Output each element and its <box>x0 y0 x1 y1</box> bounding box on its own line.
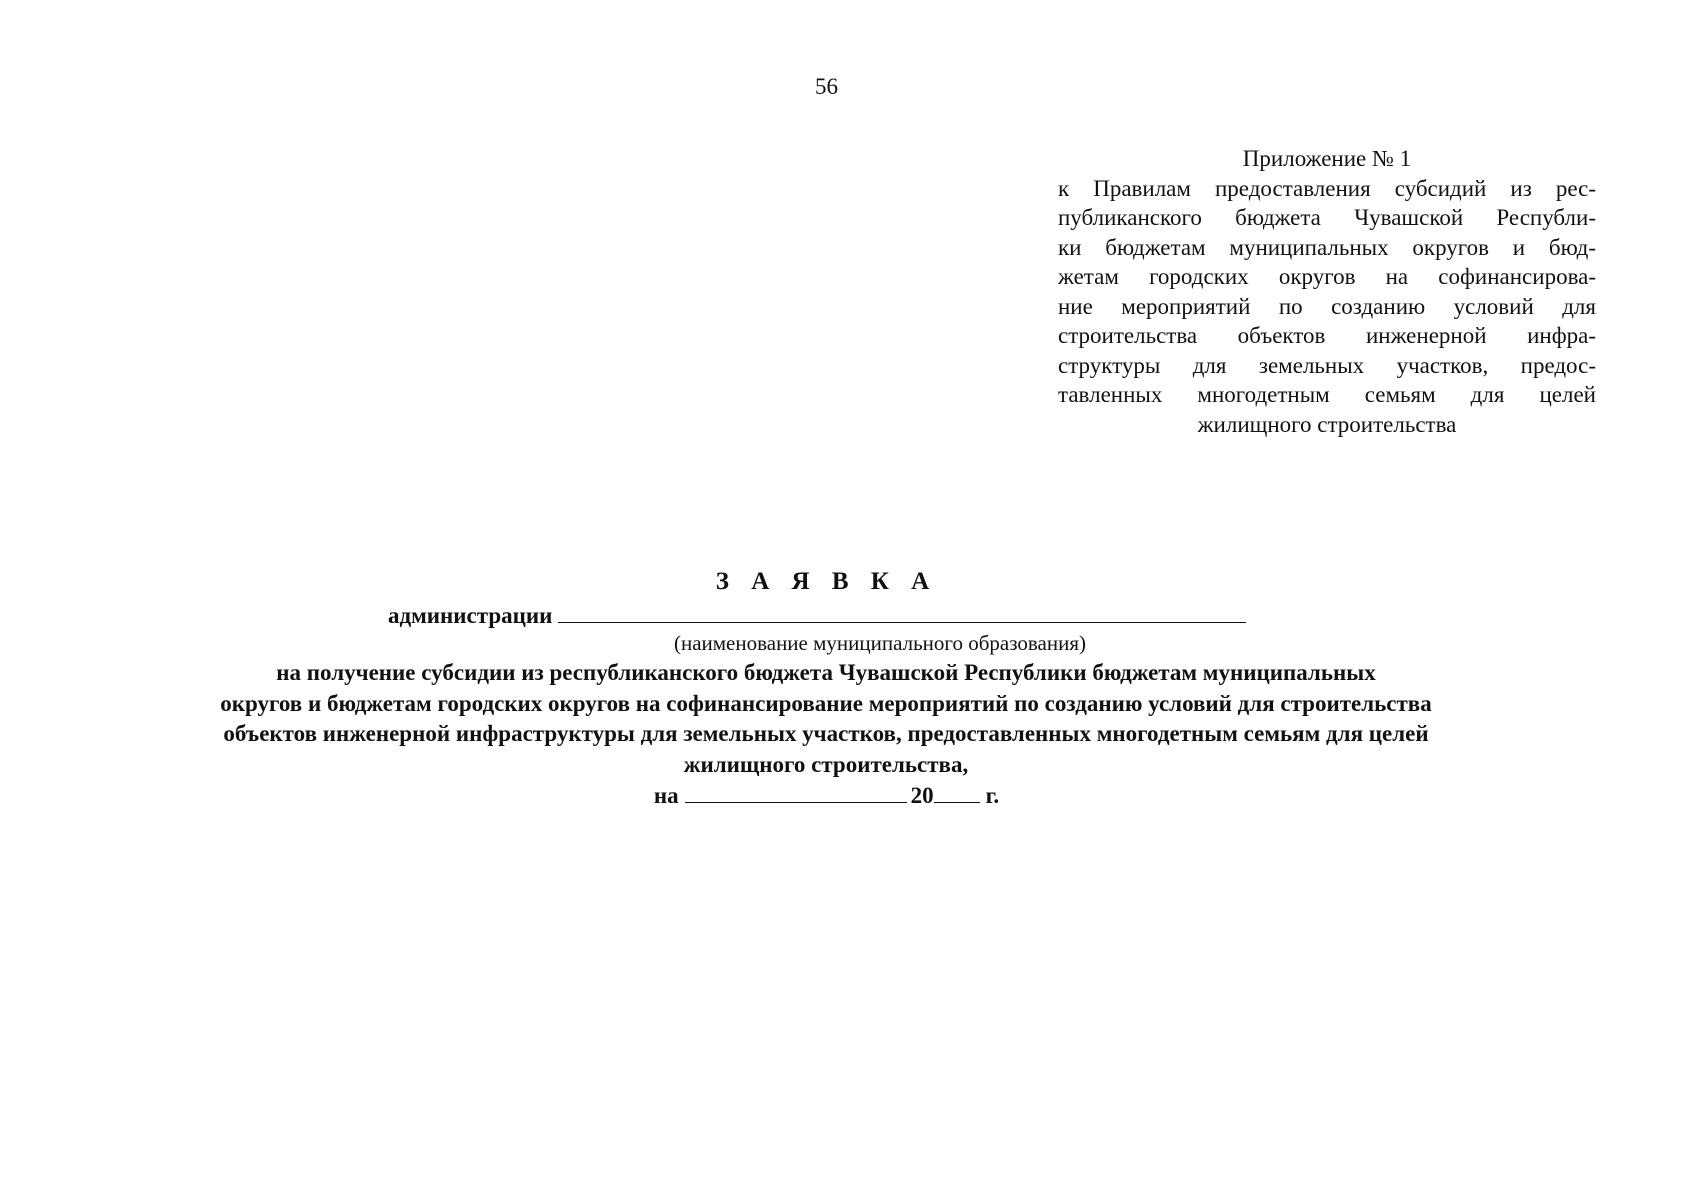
administration-line <box>388 600 1246 631</box>
appendix-line: ние мероприятий по созданию условий для <box>1058 293 1596 319</box>
appendix-line: тавленных многодетным семьям для целей <box>1058 382 1596 407</box>
purpose-line: жилищного строительства, <box>683 751 969 777</box>
municipality-name-blank[interactable] <box>558 600 1246 623</box>
purpose-line: объектов инженерной инфраструктуры для земельных участков, предоставленных многодетным семьям для целей <box>223 721 1429 746</box>
period-suffix: г. <box>985 783 1000 808</box>
appendix-block <box>1058 144 1596 439</box>
appendix-body <box>1058 174 1596 440</box>
period-year-blank[interactable] <box>934 780 980 803</box>
appendix-line: строительства объектов инженерной инфра- <box>1058 323 1596 348</box>
appendix-line: жетам городских округов на софинансирова- <box>1058 264 1596 289</box>
administration-label: администрации <box>388 603 553 628</box>
purpose-line: округов и бюджетам городских округов на софинансирование мероприятий по созданию условий для строительства <box>220 690 1432 716</box>
appendix-line: к Правилам предоставления субсидий из рес- <box>1058 175 1596 201</box>
appendix-line: ки бюджетам муниципальных округов и бюд- <box>1058 234 1596 260</box>
appendix-title: Приложение № 1 <box>1242 146 1412 171</box>
purpose-line: на получение субсидии из республиканского бюджета Чувашской Республики бюджетам муниципальных <box>276 660 1376 685</box>
period-date-blank[interactable] <box>685 780 907 803</box>
period-line <box>0 780 1653 811</box>
period-prefix: на <box>653 783 679 808</box>
appendix-line: структуры для земельных участков, предос- <box>1058 352 1596 378</box>
page-number: 56 <box>815 74 838 99</box>
purpose-text <box>116 658 1536 780</box>
appendix-line: публиканского бюджета Чувашской Республи- <box>1058 205 1596 230</box>
appendix-line: жилищного строительства <box>1197 411 1457 437</box>
request-title: З А Я В К А <box>715 568 938 595</box>
period-year-prefix: 20 <box>910 783 934 808</box>
municipality-hint: (наименование муниципального образования) <box>673 631 1087 655</box>
